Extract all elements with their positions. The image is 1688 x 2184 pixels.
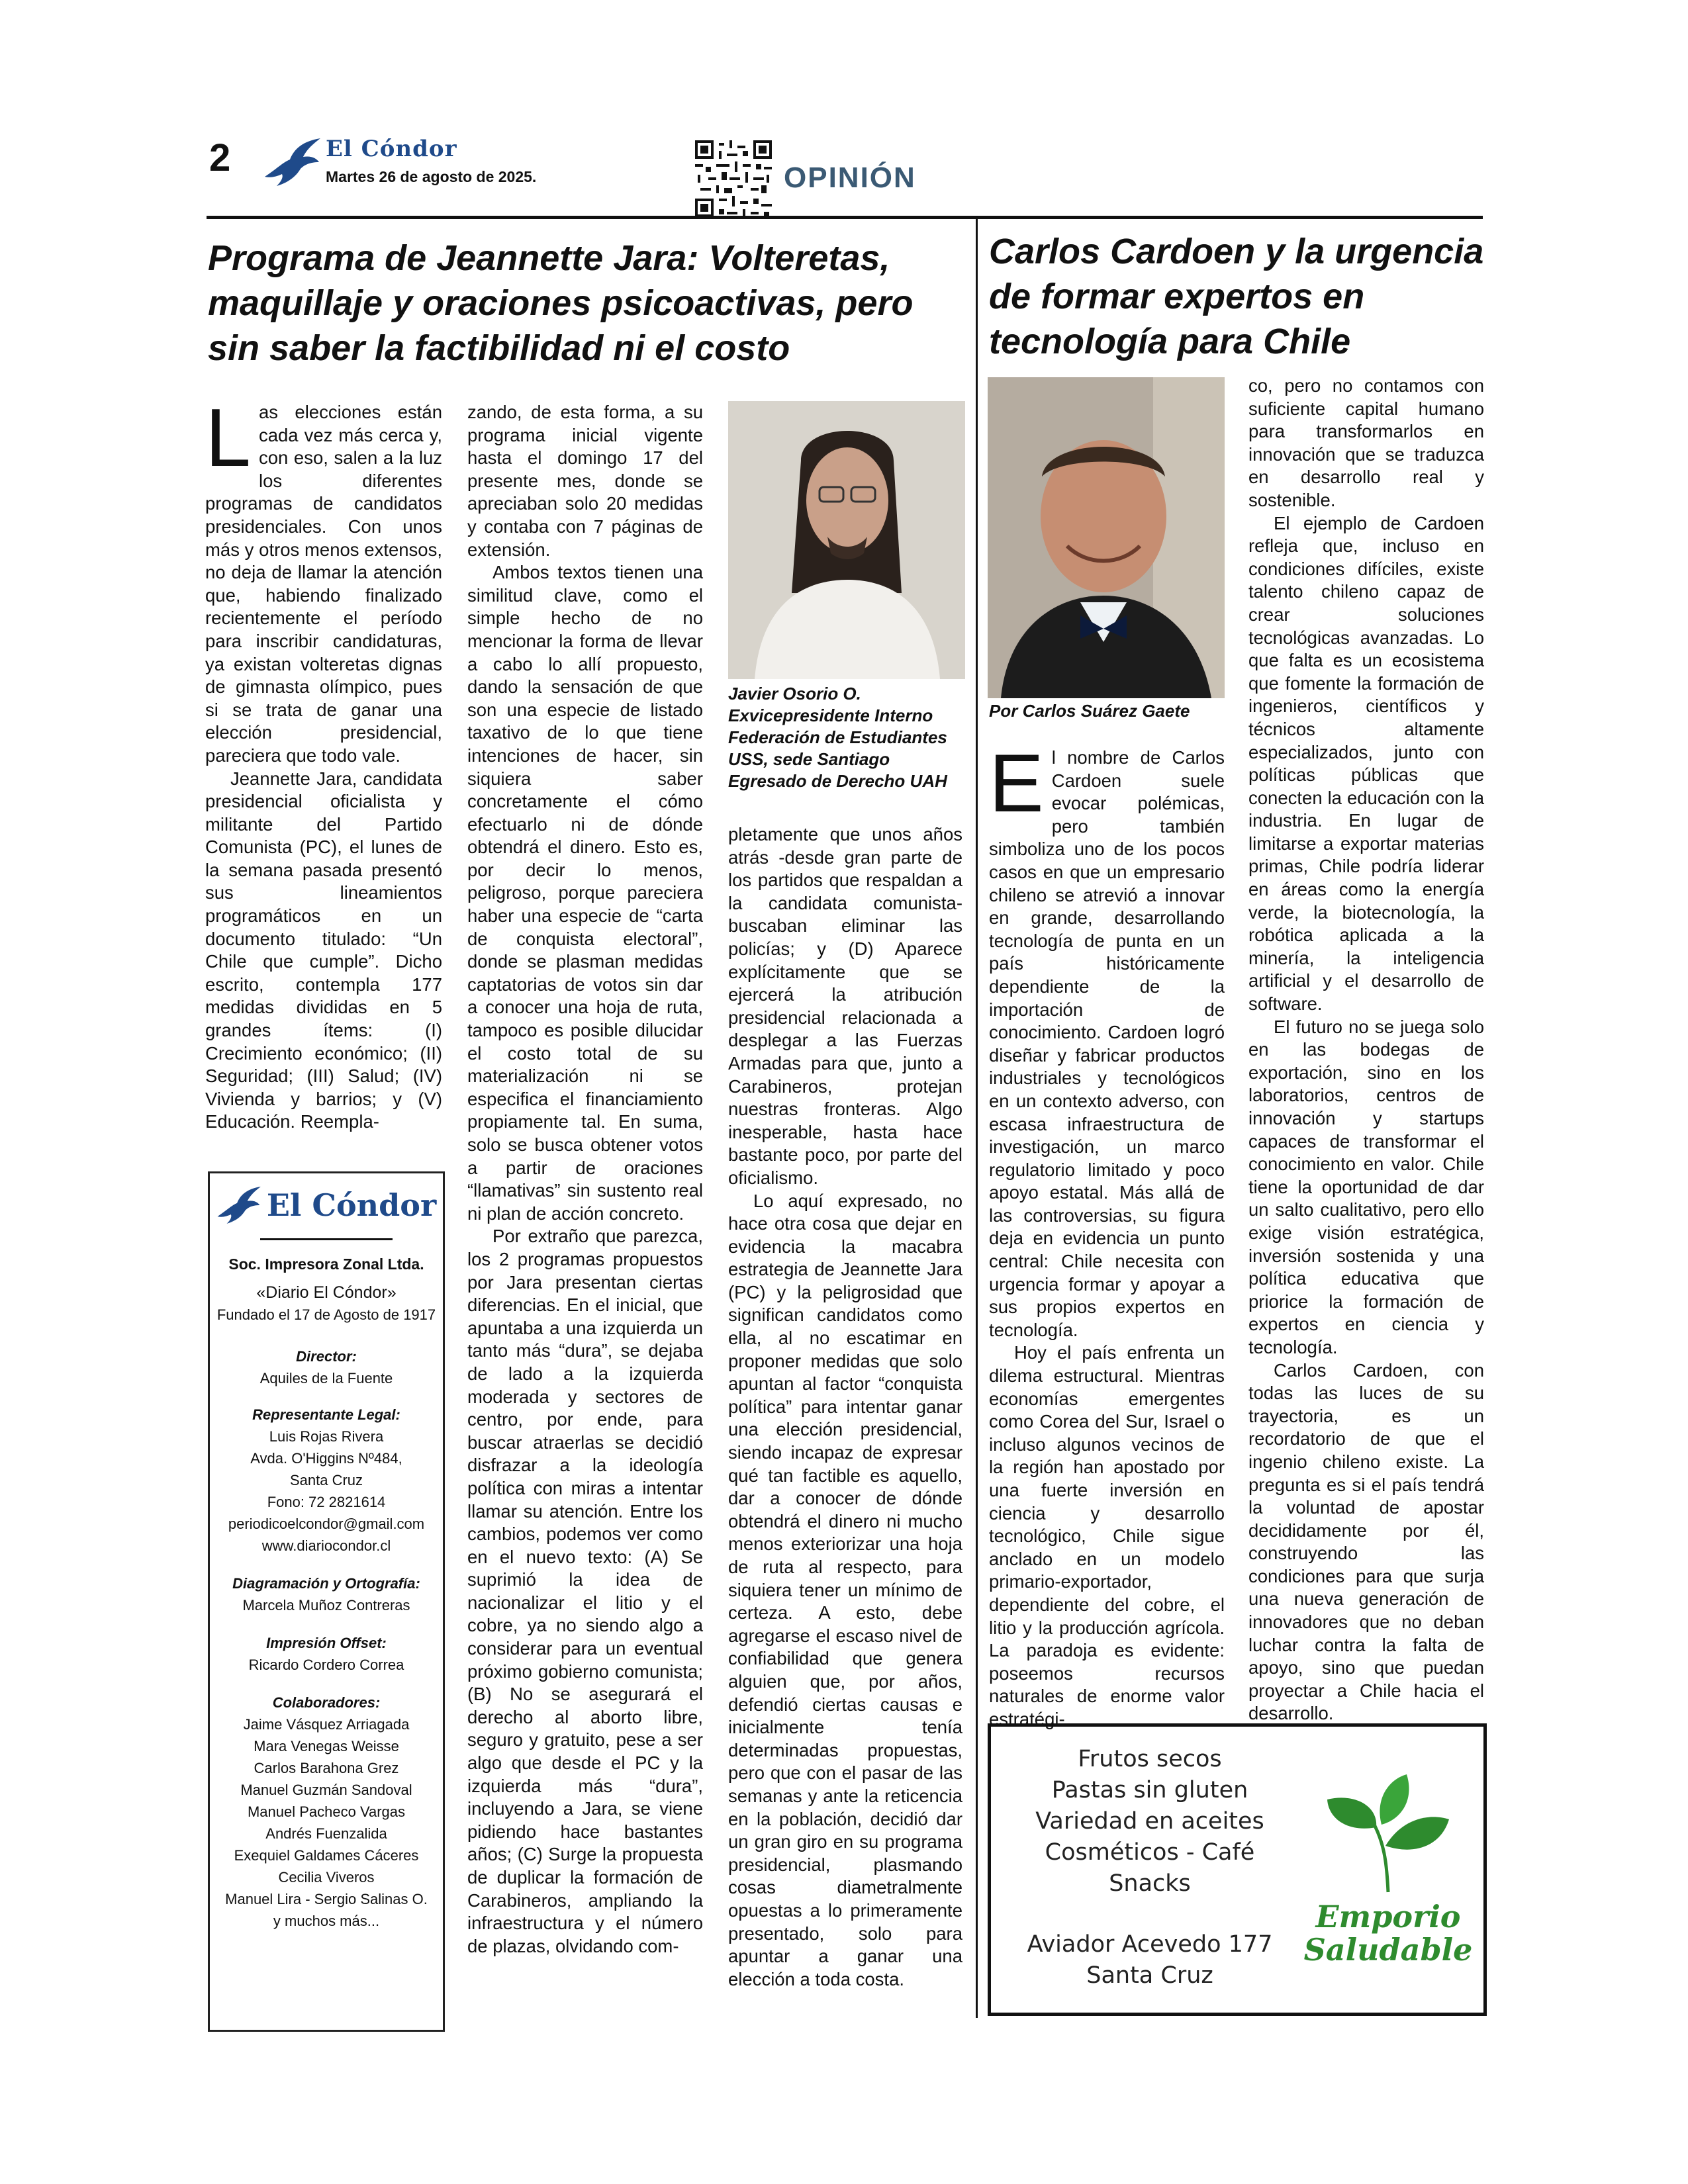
dropcap: E	[989, 738, 1044, 829]
legal-line: www.diariocondor.cl	[261, 1537, 391, 1554]
article1-title: Programa de Jeannette Jara: Volteretas, maquillaje y oraciones psicoactivas, pero sin saber la factibilidad ni el costo	[208, 238, 914, 368]
paragraph: El futuro no se juega solo en las bodegas de exportación, sino en los laboratorios, centros de innovación y startups capaces de transformar el conocimiento en valor. Chile tiene la oportunidad de dar un salto cualitativo, pero ello exige visión estratégica, inversión sostenida y una política educativa que priorice la formación de expertos en ciencia y tecnología.	[1248, 1016, 1484, 1357]
ad-line: Frutos secos	[1078, 1746, 1222, 1772]
collaborator: Manuel Lira - Sergio Salinas O.	[225, 1891, 428, 1907]
collaborator: Cecilia Viveros	[278, 1869, 375, 1886]
article1-column-1	[205, 392, 442, 1134]
collaborator: Exequiel Galdames Cáceres	[234, 1847, 419, 1864]
company-name: Soc. Impresora Zonal Ltda.	[228, 1255, 424, 1273]
paragraph: Carlos Cardoen, con todas las luces de su trayectoria, es un recordatorio de que el ingenio chileno existe. La pregunta es si el país tendrá la voluntad de apostar decididamente por él, construyendo las condiciones para que surja una nueva generación de innovadores que no deban luchar contra la falta de apoyo, sino que puedan proyectar a Chile hacia el desarrollo.	[1248, 1359, 1484, 1724]
section-title: OPINIÓN	[784, 161, 916, 194]
legal-label: Representante Legal:	[252, 1406, 400, 1423]
collaborator: Manuel Pacheco Vargas	[247, 1803, 406, 1820]
paragraph: Por extraño que parezca, los 2 programas propuestos por Jara presentan ciertas diferencias. En el inicial, que apuntaba a una izquierda un tanto más “dura”, se dejaba de lado a la izquierda moderada y sectores de centro, por ende, para buscar atraerlas se decidió disfrazar a la ideología política con miras a intentar llamar su atención. Entre los cambios, podemos ver como en el nuevo texto: (A) Se suprimió la idea de nacionalizar el litio y el cobre, ya no siendo algo a considerar para un eventual próximo gobierno comunista; (B) No se asegurará el derecho al aborto libre, seguro y gratuito, pese a ser algo que desde el PC y la izquierda más “dura”, incluyendo a Jara, se viene pidiendo hace bastantes años; (C) Surge la propuesta de duplicar la formación de Carabineros, ampliando la infraestructura y el número de plazas, olvidando com-	[467, 1226, 703, 1956]
ad-products	[1004, 1744, 1295, 1899]
author-photo	[728, 401, 965, 679]
collaborator: Andrés Fuenzalida	[265, 1825, 387, 1842]
collaborator: Carlos Barahona Grez	[254, 1760, 399, 1776]
paragraph: co, pero no contamos con suficiente capital humano para transformarlos en innovación que se traduzca en desarrollo real y sostenible.	[1248, 375, 1484, 510]
article1-column-2	[467, 401, 703, 1958]
advertisement	[988, 1723, 1487, 2016]
ad-address	[1004, 1929, 1295, 1991]
director-name: Aquiles de la Fuente	[259, 1370, 393, 1387]
print-person: Ricardo Cordero Correa	[248, 1657, 404, 1673]
legal-line: Avda. O'Higgins Nº484,	[250, 1450, 402, 1467]
paragraph: Hoy el país enfrenta un dilema estructural. Mientras economías emergentes como Corea del Sur, Israel o incluso algunos vecinos de la región han apostado por una fuerte inversión en ciencia y desarrollo tecnológico, Chile sigue anclado en un modelo primario-exportador, dependiente del cobre, el litio y la producción agrícola. La paradoja es evidente: poseemos recursos naturales de enorme valor estratégi-	[989, 1342, 1225, 1729]
legal-line: periodicoelcondor@gmail.com	[228, 1516, 425, 1532]
paragraph: Lo aquí expresado, no hace otra cosa que dejar en evidencia la macabra estrategia de Jeannette Jara (PC) y la peligrosidad que significan candidatos como ella, al no escatimar en proponer medidas que solo apuntan al factor “conquista política” para intentar ganar una elección presidencial, siendo incapaz de expresar qué tan factible es aquello, dar a conocer de dónde obtendrá el dinero ni mucho menos exteriorizar una hoja de ruta al respecto, para siquiera tener un mínimo de certeza. A esto, debe agregarse el escaso nivel de confiabilidad que genera alguien que, por años, defendió ciertas causas e inicialmente tenía determinadas propuestas, pero que con el pasar de las semanas y ante la reticencia en la población, decidió dar un gran giro en su programa presidencial, plasmando cosas diametralmente opuestas a lo primeramente presentado, solo para apuntar a ganar una elección a toda costa.	[728, 1190, 962, 1989]
paragraph: zando, de esta forma, a su programa inicial vigente hasta el domingo 17 del presente mes, donde se apreciaban solo 20 medidas y contaba con 7 páginas de extensión.	[467, 402, 703, 560]
leaf-logo-icon	[1322, 1773, 1454, 1899]
collaborator: Jaime Vásquez Arriagada	[243, 1716, 410, 1733]
ad-brand-line: Emporio	[1315, 1899, 1461, 1934]
collaborator: Mara Venegas Weisse	[254, 1738, 399, 1754]
paragraph: pletamente que unos años atrás -desde gran parte de los partidos que respaldan a la candidata comunista- buscaban eliminar las policías; y (D) Aparece explícitamente que se ejercerá la atribución presidencial relacionada a desplegar a las Fuerzas Armadas para que, junto a Carabineros, protejan nuestras fronteras. Algo inesperable, hasta hace bastante poco, por parte del oficialismo.	[728, 824, 962, 1188]
ad-line: Pastas sin gluten	[1051, 1777, 1248, 1803]
layout-label: Diagramación y Ortografía:	[232, 1575, 420, 1592]
ad-line: Cosméticos - Café	[1045, 1839, 1255, 1866]
collab-label: Colaboradores:	[272, 1694, 381, 1711]
paragraph: El ejemplo de Cardoen refleja que, incluso en condiciones difíciles, existe talento chileno capaz de crear soluciones tecnológicas avanzadas. Lo que falta es un ecosistema que fomente la formación de ingenieros, científicos y técnicos altamente especializados, junto con políticas públicas que conecten la educación con la industria. En lugar de limitarse a exportar materias primas, Chile podría liderar en áreas como la energía verde, la biotecnología, la robótica aplicada a la minería, la inteligencia artificial y el desarrollo de software.	[1248, 512, 1484, 1015]
ad-line: Snacks	[1109, 1870, 1191, 1897]
paper-name: «Diario El Cóndor»	[256, 1283, 397, 1302]
dropcap: L	[205, 392, 251, 484]
article2-column-2	[1248, 375, 1484, 1725]
header-rule	[207, 216, 1483, 219]
ad-address-line: Aviador Acevedo 177	[1027, 1931, 1273, 1958]
ad-address-line: Santa Cruz	[1086, 1962, 1213, 1989]
ad-brand	[1302, 1900, 1474, 1966]
page-number: 2	[209, 136, 231, 179]
author-caption-line: Exvicepresidente Interno	[728, 705, 933, 725]
header-logo-text: El Cóndor	[326, 136, 457, 162]
author-caption	[728, 683, 980, 792]
author-caption: Por Carlos Suárez Gaete	[989, 701, 1190, 721]
author-caption-line: Egresado de Derecho UAH	[728, 771, 947, 791]
qr-code-icon	[695, 140, 772, 217]
article2-column-1	[989, 738, 1225, 1731]
collaborator: Manuel Guzmán Sandoval	[240, 1782, 412, 1798]
legal-line: Santa Cruz	[289, 1472, 363, 1488]
director-label: Director:	[296, 1348, 357, 1365]
print-label: Impresión Offset:	[266, 1635, 387, 1651]
paragraph: Jeannette Jara, candidata presidencial oficialista y militante del Partido Comunista (PC), el lunes de la semana pasada presentó sus lineamientos programáticos en un documento titulado: “Un Chile que cumple”. Dicho escrito, contempla 177 medidas divididas en 5 grandes ítems: (I) Crecimiento económico; (II) Seguridad; (III) Salud; (IV) Vivienda y barrios; y (V) Educación. Reempla-	[205, 768, 442, 1132]
column-divider	[976, 219, 978, 2018]
ad-line: Variedad en aceites	[1035, 1808, 1264, 1835]
paragraph: l nombre de Carlos Cardoen suele evocar polémicas, pero también simboliza uno de los pocos casos en que un empresario chileno se atrevió a innovar en grande, desarrollando tecnología de punta en un país históricamente dependiente de la importación de conocimiento. Cardoen logró diseñar y fabricar productos industriales y tecnológicos en un contexto adverso, con escasa infraestructura de investigación, un marco regulatorio limitado y poco apoyo estatal. Más allá de las controversias, su figura deja en evidencia un punto central: Chile necesita con urgencia formar y apoyar a sus propios expertos en tecnología.	[989, 747, 1225, 1340]
author-caption-line: Federación de Estudiantes	[728, 727, 947, 747]
ad-brand-line: Saludable	[1303, 1932, 1473, 1968]
author-caption-line: USS, sede Santiago	[728, 749, 890, 769]
article2-title: Carlos Cardoen y la urgencia de formar expertos en tecnología para Chile	[989, 232, 1484, 361]
article1-column-3	[728, 823, 962, 1991]
author-photo	[988, 377, 1225, 698]
author-caption-line: Javier Osorio O.	[728, 684, 861, 704]
condor-logo-icon	[216, 1184, 263, 1226]
condor-logo-icon	[263, 136, 323, 189]
paragraph: as elecciones están cada vez más cerca y, con eso, salen a la luz los diferentes programas de candidatos presidenciales. Con unos más y otros menos extensos, no deja de llamar la atención que, habiendo finalizado recientemente el período para inscribir candidaturas, ya existan volteretas dignas de gimnasta olímpico, pues si se trata de ganar una elección presidencial, pareciera que todo vale.	[205, 402, 442, 766]
paragraph: Ambos textos tienen una similitud clave, como el simple hecho de no mencionar la forma de llevar a cabo lo allí propuesto, dando la sensación de que son una especie de listado taxativo de lo que tiene intenciones de hacer, sin siquiera saber concretamente el cómo efectuarlo ni de dónde obtendrá el dinero. Esto es, por decir lo menos, peligroso, porque pareciera haber una especie de “carta de conquista electoral”, donde se plasman medidas captatorias de votos sin dar a conocer una hoja de ruta, tampoco es posible dilucidar el costo total de su materialización ni se especifica el financiamiento propiamente tal. En suma, solo se busca obtener votos a partir de oraciones “llamativas” sin sustento real ni plan de acción concreto.	[467, 562, 703, 1224]
founded-text: Fundado el 17 de Agosto de 1917	[216, 1306, 436, 1323]
legal-line: Fono: 72 2821614	[267, 1494, 386, 1510]
layout-person: Marcela Muñoz Contreras	[242, 1597, 410, 1614]
collaborator: y muchos más...	[273, 1913, 380, 1929]
legal-line: Luis Rojas Rivera	[269, 1428, 384, 1445]
header-date: Martes 26 de agosto de 2025.	[326, 168, 537, 185]
masthead-logo-text: El Cóndor	[266, 1187, 437, 1223]
masthead-box	[208, 1171, 445, 2032]
